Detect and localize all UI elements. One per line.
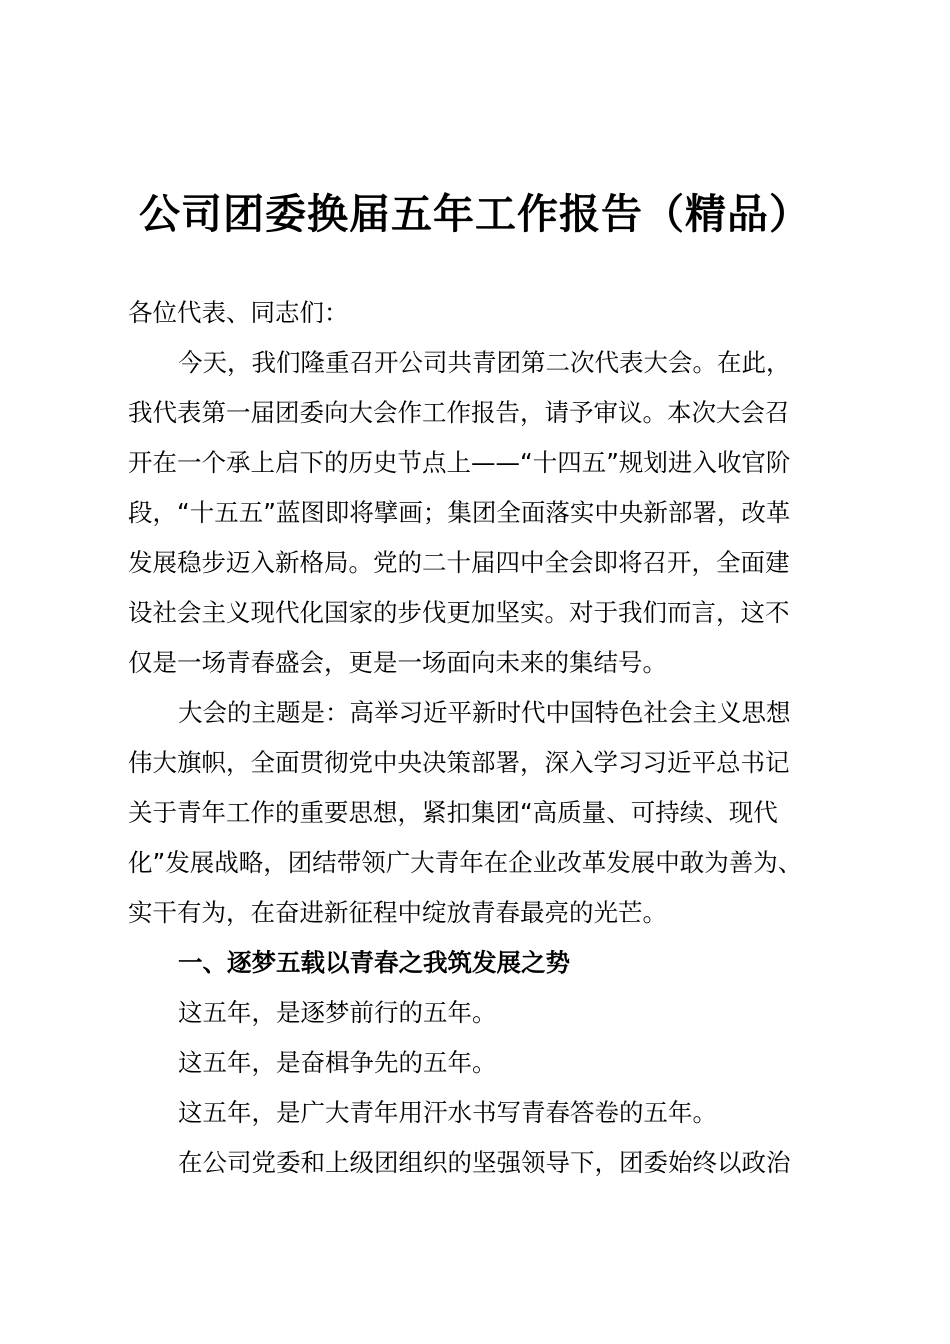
paragraph-line: 实干有为，在奋进新征程中绽放青春最亮的光芒。 — [128, 898, 667, 927]
paragraph-line: 化”发展战略，团结带领广大青年在企业改革发展中敢为善为、 — [128, 848, 803, 877]
paragraph-line: 关于青年工作的重要思想，紧扣集团“高质量、可持续、现代 — [128, 798, 778, 827]
paragraph-line: 发展稳步迈入新格局。党的二十届四中全会即将召开，全面建 — [128, 548, 790, 577]
paragraph-line: 我代表第一届团委向大会作工作报告，请予审议。本次大会召 — [128, 398, 790, 427]
paragraph-line: 在公司党委和上级团组织的坚强领导下，团委始终以政治 — [178, 1148, 791, 1177]
paragraph-line: 开在一个承上启下的历史节点上——“十四五”规划进入收官阶 — [128, 448, 791, 477]
paragraph-line: 大会的主题是：高举习近平新时代中国特色社会主义思想 — [178, 698, 791, 727]
paragraph-line: 设社会主义现代化国家的步伐更加坚实。对于我们而言，这不 — [128, 598, 790, 627]
paragraph-line: 仅是一场青春盛会，更是一场面向未来的集结号。 — [128, 648, 667, 677]
paragraph-line: 今天，我们隆重召开公司共青团第二次代表大会。在此， — [178, 348, 791, 377]
paragraph-line: 这五年，是奋楫争先的五年。 — [178, 1048, 497, 1077]
paragraph-line: 段，“十五五”蓝图即将擘画；集团全面落实中央新部署，改革 — [128, 498, 791, 527]
section-heading: 一、逐梦五载以青春之我筑发展之势 — [178, 948, 570, 977]
salutation: 各位代表、同志们： — [128, 298, 349, 327]
document-title: 公司团委换届五年工作报告（精品） — [139, 190, 811, 238]
paragraph-line: 这五年，是逐梦前行的五年。 — [178, 998, 497, 1027]
paragraph-line: 这五年，是广大青年用汗水书写青春答卷的五年。 — [178, 1098, 717, 1127]
paragraph-line: 伟大旗帜，全面贯彻党中央决策部署，深入学习习近平总书记 — [128, 748, 790, 777]
